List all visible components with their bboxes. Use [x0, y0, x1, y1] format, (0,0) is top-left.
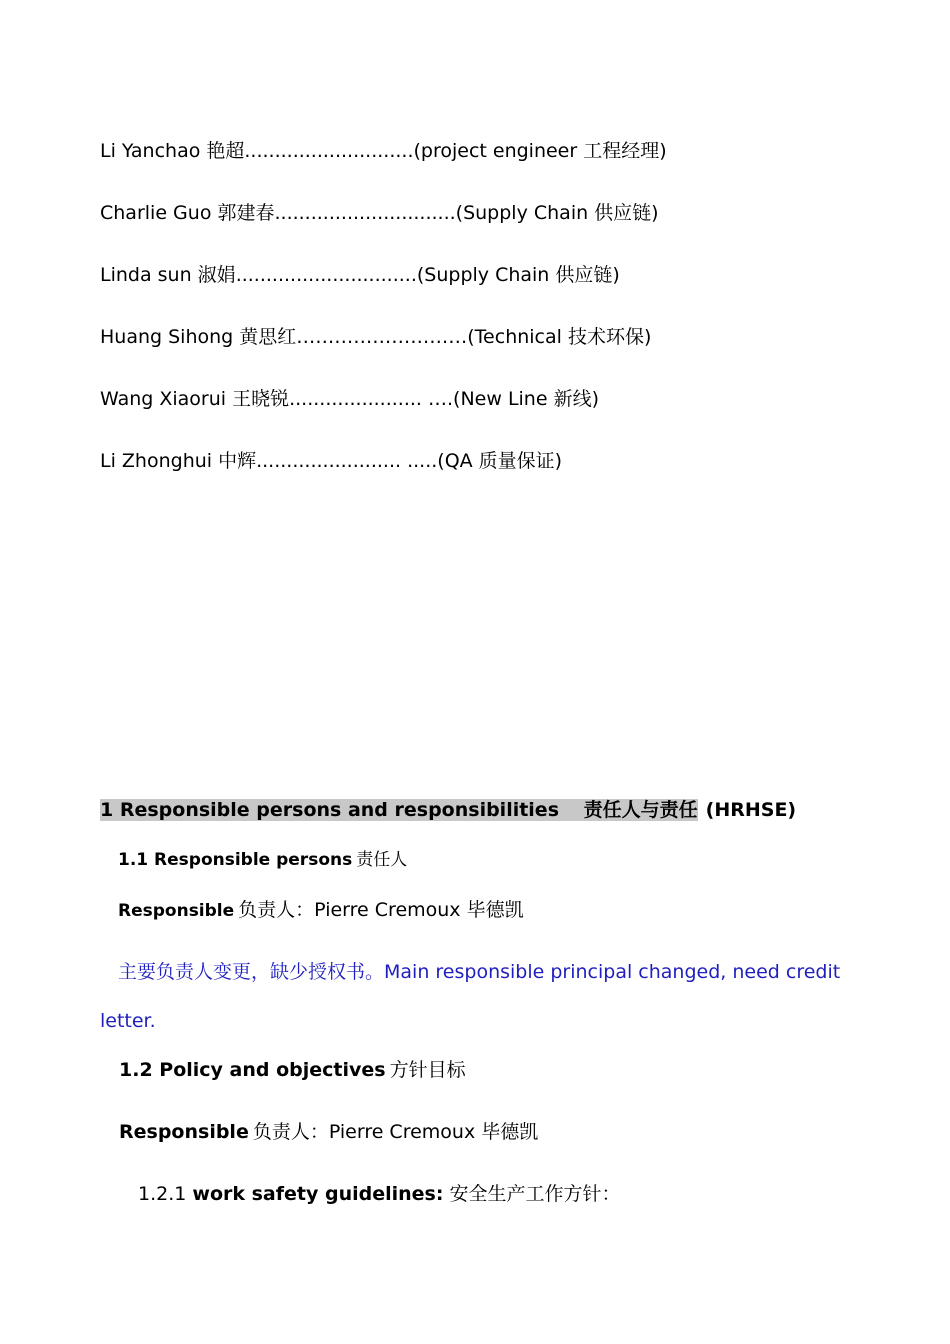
responsible-label: Responsible	[119, 1121, 249, 1143]
contact-name: Linda sun 淑娟	[100, 264, 236, 286]
contact-dots: ...................... ….	[289, 388, 454, 410]
responsible-value: 负责人：Pierre Cremoux 毕德凯	[238, 899, 524, 921]
section-1-2-heading	[119, 1058, 466, 1082]
contact-dots: ………………………	[296, 326, 468, 348]
section-1-1-heading	[118, 848, 407, 872]
contact-dots: ........................ .....	[256, 450, 438, 472]
responsible-label: Responsible	[118, 901, 235, 921]
section-1-1-title: 1.1 Responsible persons	[118, 850, 353, 870]
section-1-title-en: 1 Responsible persons and responsibilities	[100, 799, 566, 821]
change-note-line-1: 主要负责人变更，缺少授权书。Main responsible principal changed, need credit	[118, 961, 841, 983]
section-1-tag: (HRHSE)	[705, 799, 797, 821]
contact-name: Charlie Guo 郭建春	[100, 202, 275, 224]
contact-line	[100, 387, 599, 411]
section-1-2-1-heading	[138, 1182, 621, 1206]
section-1-heading	[100, 798, 796, 822]
section-1-2-responsible	[119, 1120, 538, 1144]
contact-name: Wang Xiaorui 王晓锐	[100, 388, 290, 410]
contact-role: (Technical 技术环保)	[467, 326, 652, 348]
section-1-1-responsible	[118, 898, 524, 923]
contact-role: (project engineer 工程经理)	[413, 140, 667, 162]
contact-role: (New Line 新线)	[453, 388, 599, 410]
contact-name: Li Zhonghui 中辉	[100, 450, 257, 472]
contact-name: Huang Sihong 黄思红	[100, 326, 297, 348]
contact-line	[100, 139, 667, 163]
section-1-2-title-cn: 方针目标	[389, 1059, 466, 1081]
contact-dots: ............................	[244, 140, 414, 162]
contact-name: Li Yanchao 艳超	[100, 140, 245, 162]
contact-role: (Supply Chain 供应链)	[416, 264, 620, 286]
section-1-1-title-cn: 责任人	[356, 850, 408, 870]
section-1-2-title: 1.2 Policy and objectives	[119, 1059, 386, 1081]
change-note-line-2: letter.	[100, 1010, 156, 1032]
contact-role: (Supply Chain 供应链)	[455, 202, 659, 224]
contact-dots: ..............................	[274, 202, 456, 224]
responsible-value: 负责人：Pierre Cremoux 毕德凯	[252, 1121, 539, 1143]
section-1-2-1-number: 1.2.1	[138, 1183, 193, 1205]
contact-line	[100, 325, 651, 349]
section-1-2-1-title: work safety guidelines:	[192, 1183, 444, 1205]
contact-dots: ..............................	[235, 264, 417, 286]
section-1-2-1-title-cn: 安全生产工作方针：	[443, 1183, 621, 1205]
contact-line	[100, 449, 562, 473]
contact-line	[100, 263, 620, 287]
contact-role: (QA 质量保证)	[437, 450, 563, 472]
contact-line	[100, 201, 659, 225]
section-1-title-cn: 责任人与责任	[566, 799, 698, 821]
